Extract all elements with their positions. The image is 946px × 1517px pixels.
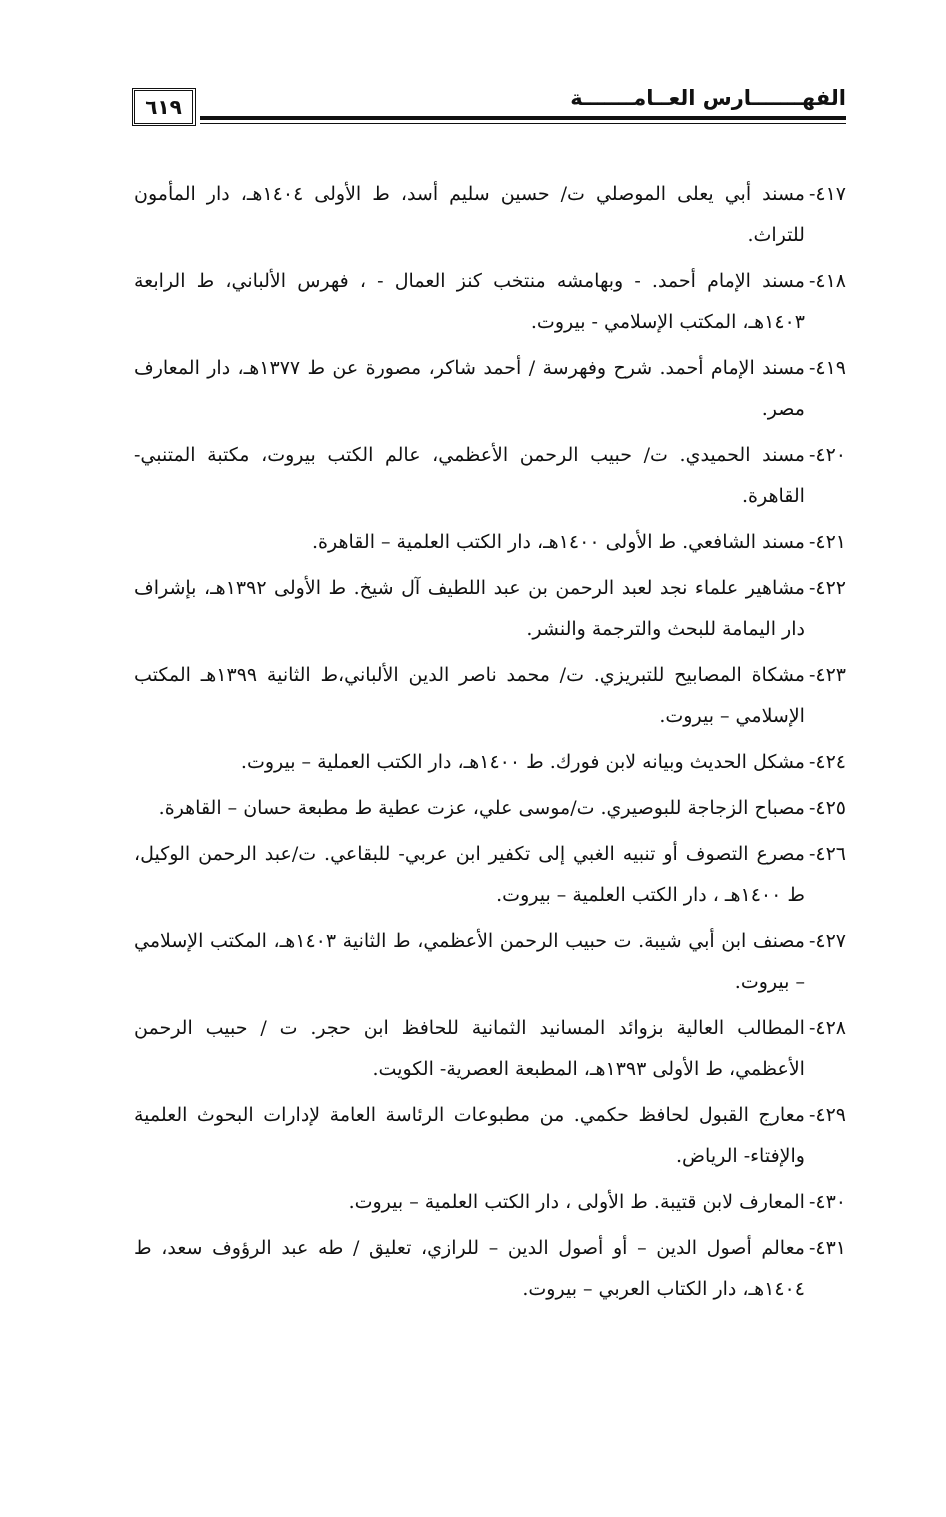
entry-number: ٤٢٧-	[808, 930, 846, 952]
page-header	[132, 84, 846, 132]
bibliography-entry	[134, 568, 846, 650]
entry-text: مصباح الزجاجة للبوصيري. ت/موسى علي، عزت عطية ط مطبعة حسان – القاهرة.	[158, 797, 805, 819]
bibliography-entry	[134, 348, 846, 430]
entry-number: ٤٢٦-	[808, 843, 846, 865]
entry-number: ٤٢٨-	[808, 1017, 846, 1039]
entry-text: مسند الإمام أحمد. - وبهامشه منتخب كنز العمال - ، فهرس الألباني، ط الرابعة ١٤٠٣هـ، المكتب الإسلامي - بيروت.	[134, 270, 805, 333]
entry-number: ٤٢٠-	[808, 444, 846, 466]
entry-number: ٤٢٣-	[808, 664, 846, 686]
bibliography-entry	[134, 1228, 846, 1310]
entry-number: ٤١٨-	[808, 270, 846, 292]
entry-text: مشكاة المصابيح للتبريزي. ت/ محمد ناصر الدين الألباني،ط الثانية ١٣٩٩هـ المكتب الإسلامي – بيروت.	[134, 664, 805, 727]
entry-text: المعارف لابن قتيبة. ط الأولى ، دار الكتب العلمية – بيروت.	[348, 1191, 805, 1213]
entry-number: ٤٣٠-	[808, 1191, 846, 1213]
entry-number: ٤٢٥-	[808, 797, 846, 819]
entry-text: المطالب العالية بزوائد المسانيد الثمانية للحافظ ابن حجر. ت / حبيب الرحمن الأعظمي، ط الأولى ١٣٩٣هـ، المطبعة العصرية- الكويت.	[134, 1017, 805, 1080]
entry-number: ٤٣١-	[808, 1237, 846, 1259]
bibliography-entry	[134, 788, 846, 829]
bibliography-entry	[134, 834, 846, 916]
bibliography-entry	[134, 742, 846, 783]
page-number: ٦١٩	[132, 88, 196, 126]
entry-number: ٤٢٩-	[808, 1104, 846, 1126]
running-title: الفهـــــــارس العــامـــــــة	[570, 86, 846, 110]
bibliography-entry	[134, 522, 846, 563]
entry-number: ٤١٩-	[808, 357, 846, 379]
header-rule-thick	[200, 116, 846, 120]
entry-text: مسند الشافعي. ط الأولى ١٤٠٠هـ، دار الكتب العلمية – القاهرة.	[312, 531, 805, 553]
bibliography-entry	[134, 655, 846, 737]
entry-text: مشكل الحديث وبيانه لابن فورك. ط ١٤٠٠هـ، دار الكتب العملية – بيروت.	[240, 751, 805, 773]
entry-text: مسند الحميدي. ت/ حبيب الرحمن الأعظمي، عالم الكتب بيروت، مكتبة المتنبي- القاهرة.	[134, 444, 805, 507]
bibliography-list	[134, 174, 846, 1315]
entry-number: ٤٢٢-	[808, 577, 846, 599]
entry-text: مشاهير علماء نجد لعبد الرحمن بن عبد اللطيف آل شيخ. ط الأولى ١٣٩٢هـ، بإشراف دار اليمامة للبحث والترجمة والنشر.	[134, 577, 805, 640]
entry-text: معالم أصول الدين – أو أصول الدين – للرازي، تعليق / طه عبد الرؤوف سعد، ط ١٤٠٤هـ، دار الكتاب العربي – بيروت.	[134, 1237, 805, 1300]
bibliography-entry	[134, 921, 846, 1003]
entry-text: مصرع التصوف أو تنبيه الغبي إلى تكفير ابن عربي- للبقاعي. ت/عبد الرحمن الوكيل، ط ١٤٠٠هـ ، دار الكتب العلمية – بيروت.	[134, 843, 805, 906]
entry-text: مسند أبي يعلى الموصلي ت/ حسين سليم أسد، ط الأولى ١٤٠٤هـ، دار المأمون للتراث.	[134, 183, 805, 246]
entry-text: معارج القبول لحافظ حكمي. من مطبوعات الرئاسة العامة لإدارات البحوث العلمية والإفتاء- الرياض.	[134, 1104, 805, 1167]
entry-text: مسند الإمام أحمد. شرح وفهرسة / أحمد شاكر، مصورة عن ط ١٣٧٧هـ، دار المعارف مصر.	[134, 357, 805, 420]
header-rule-thin	[200, 123, 846, 124]
entry-number: ٤٢٤-	[808, 751, 846, 773]
bibliography-entry	[134, 1008, 846, 1090]
bibliography-entry	[134, 1182, 846, 1223]
entry-text: مصنف ابن أبي شيبة. ت حبيب الرحمن الأعظمي، ط الثانية ١٤٠٣هـ، المكتب الإسلامي – بيروت.	[134, 930, 805, 993]
bibliography-entry	[134, 261, 846, 343]
entry-number: ٤٢١-	[808, 531, 846, 553]
bibliography-entry	[134, 174, 846, 256]
bibliography-entry	[134, 435, 846, 517]
bibliography-entry	[134, 1095, 846, 1177]
entry-number: ٤١٧-	[808, 183, 846, 205]
